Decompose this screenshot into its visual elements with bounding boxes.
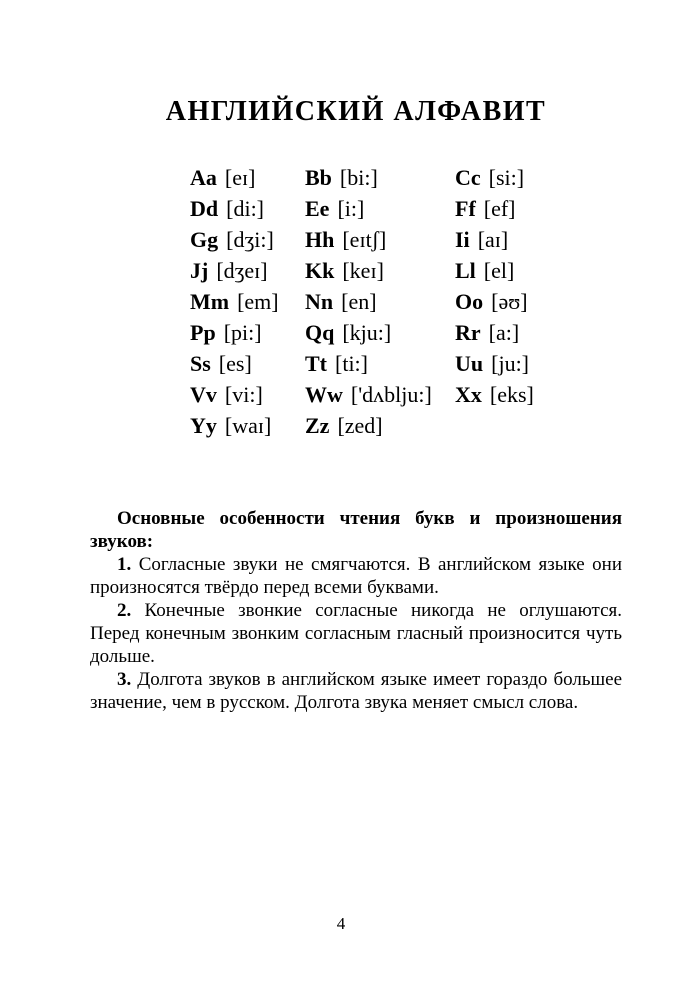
- alphabet-entry: [190, 193, 305, 224]
- alphabet-entry: [190, 379, 305, 410]
- note-text: Согласные звуки не смягчаются. В английском языке они произносятся твёрдо перед всеми буквами.: [90, 554, 622, 598]
- alphabet-transcription: [en]: [341, 289, 377, 314]
- alphabet-letter: Vv: [190, 382, 217, 407]
- alphabet-letter: Ii: [455, 227, 470, 252]
- alphabet-letter: Ee: [305, 196, 330, 221]
- alphabet-entry: [455, 348, 622, 379]
- alphabet-entry: [305, 193, 455, 224]
- alphabet-transcription: [i:]: [337, 196, 365, 221]
- alphabet-transcription: [eɪtʃ]: [342, 227, 387, 252]
- alphabet-transcription: [di:]: [226, 196, 265, 221]
- alphabet-entry: [190, 286, 305, 317]
- note-text: Долгота звуков в английском языке имеет гораздо большее значение, чем в русском. Долгота звука меняет смысл слова.: [90, 669, 623, 713]
- note-number: 1.: [117, 554, 132, 575]
- alphabet-entry: [305, 224, 455, 255]
- alphabet-entry: [305, 379, 455, 410]
- note-text: Конечные звонкие согласные никогда не оглушаются. Перед конечным звонким согласным гласный произносится чуть дольше.: [90, 600, 623, 667]
- alphabet-letter: Oo: [455, 289, 484, 314]
- alphabet-letter: Hh: [305, 227, 335, 252]
- alphabet-transcription: [aɪ]: [477, 227, 509, 252]
- alphabet-letter: Zz: [305, 413, 330, 438]
- alphabet-transcription: [a:]: [488, 320, 520, 345]
- alphabet-entry: [305, 255, 455, 286]
- alphabet-letter: Bb: [305, 165, 332, 190]
- alphabet-letter: Ss: [190, 351, 211, 376]
- alphabet-transcription: ['dʌblju:]: [350, 382, 432, 407]
- page-number: 4: [336, 914, 346, 933]
- alphabet-transcription: [eɪ]: [224, 165, 256, 190]
- alphabet-entry: [305, 162, 455, 193]
- alphabet-entry: [455, 224, 622, 255]
- alphabet-table: [190, 162, 622, 441]
- alphabet-letter: Uu: [455, 351, 484, 376]
- alphabet-letter: Aa: [190, 165, 217, 190]
- alphabet-transcription: [si:]: [488, 165, 525, 190]
- alphabet-transcription: [dʒeɪ]: [216, 258, 268, 283]
- alphabet-entry: [455, 286, 622, 317]
- alphabet-transcription: [kju:]: [342, 320, 392, 345]
- alphabet-letter: Qq: [305, 320, 335, 345]
- alphabet-entry: [305, 317, 455, 348]
- alphabet-transcription: [pi:]: [223, 320, 262, 345]
- alphabet-letter: Yy: [190, 413, 217, 438]
- alphabet-letter: Cc: [455, 165, 481, 190]
- alphabet-transcription: [əʊ]: [491, 289, 528, 314]
- alphabet-letter: Xx: [455, 382, 482, 407]
- note-paragraph: [90, 668, 622, 714]
- notes-heading: Основные особенности чтения букв и произношения звуков:: [90, 508, 622, 552]
- alphabet-entry: [190, 317, 305, 348]
- note-number: 3.: [117, 669, 132, 690]
- alphabet-transcription: [dʒi:]: [226, 227, 274, 252]
- alphabet-entry: [305, 410, 455, 441]
- alphabet-letter: Jj: [190, 258, 209, 283]
- alphabet-entry: [190, 224, 305, 255]
- alphabet-transcription: [keɪ]: [342, 258, 384, 283]
- alphabet-letter: Ll: [455, 258, 476, 283]
- alphabet-entry: [455, 255, 622, 286]
- alphabet-transcription: [zed]: [337, 413, 383, 438]
- alphabet-entry: [190, 255, 305, 286]
- alphabet-transcription: [waɪ]: [224, 413, 272, 438]
- alphabet-transcription: [ju:]: [491, 351, 530, 376]
- alphabet-entry: [455, 162, 622, 193]
- alphabet-transcription: [es]: [218, 351, 252, 376]
- alphabet-entry: [305, 286, 455, 317]
- alphabet-entry: [455, 193, 622, 224]
- alphabet-letter: Dd: [190, 196, 219, 221]
- alphabet-entry: [455, 317, 622, 348]
- alphabet-letter: Pp: [190, 320, 216, 345]
- alphabet-letter: Rr: [455, 320, 481, 345]
- alphabet-entry: [455, 379, 622, 410]
- alphabet-transcription: [ef]: [483, 196, 516, 221]
- note-number: 2.: [117, 600, 132, 621]
- notes-section: [90, 507, 622, 714]
- alphabet-entry: [190, 162, 305, 193]
- alphabet-entry: [190, 410, 305, 441]
- note-paragraph: [90, 599, 622, 668]
- alphabet-entry: [190, 348, 305, 379]
- page-title: АНГЛИЙСКИЙ АЛФАВИТ: [165, 96, 547, 127]
- alphabet-transcription: [em]: [237, 289, 279, 314]
- alphabet-letter: Gg: [190, 227, 219, 252]
- alphabet-transcription: [el]: [483, 258, 515, 283]
- alphabet-transcription: [ti:]: [335, 351, 368, 376]
- alphabet-letter: Ff: [455, 196, 476, 221]
- alphabet-letter: Mm: [190, 289, 230, 314]
- alphabet-letter: Nn: [305, 289, 334, 314]
- alphabet-letter: Tt: [305, 351, 327, 376]
- alphabet-entry: [305, 348, 455, 379]
- alphabet-transcription: [vi:]: [224, 382, 263, 407]
- alphabet-transcription: [bi:]: [339, 165, 378, 190]
- alphabet-letter: Ww: [305, 382, 343, 407]
- alphabet-transcription: [eks]: [489, 382, 534, 407]
- note-paragraph: [90, 553, 622, 599]
- alphabet-letter: Kk: [305, 258, 335, 283]
